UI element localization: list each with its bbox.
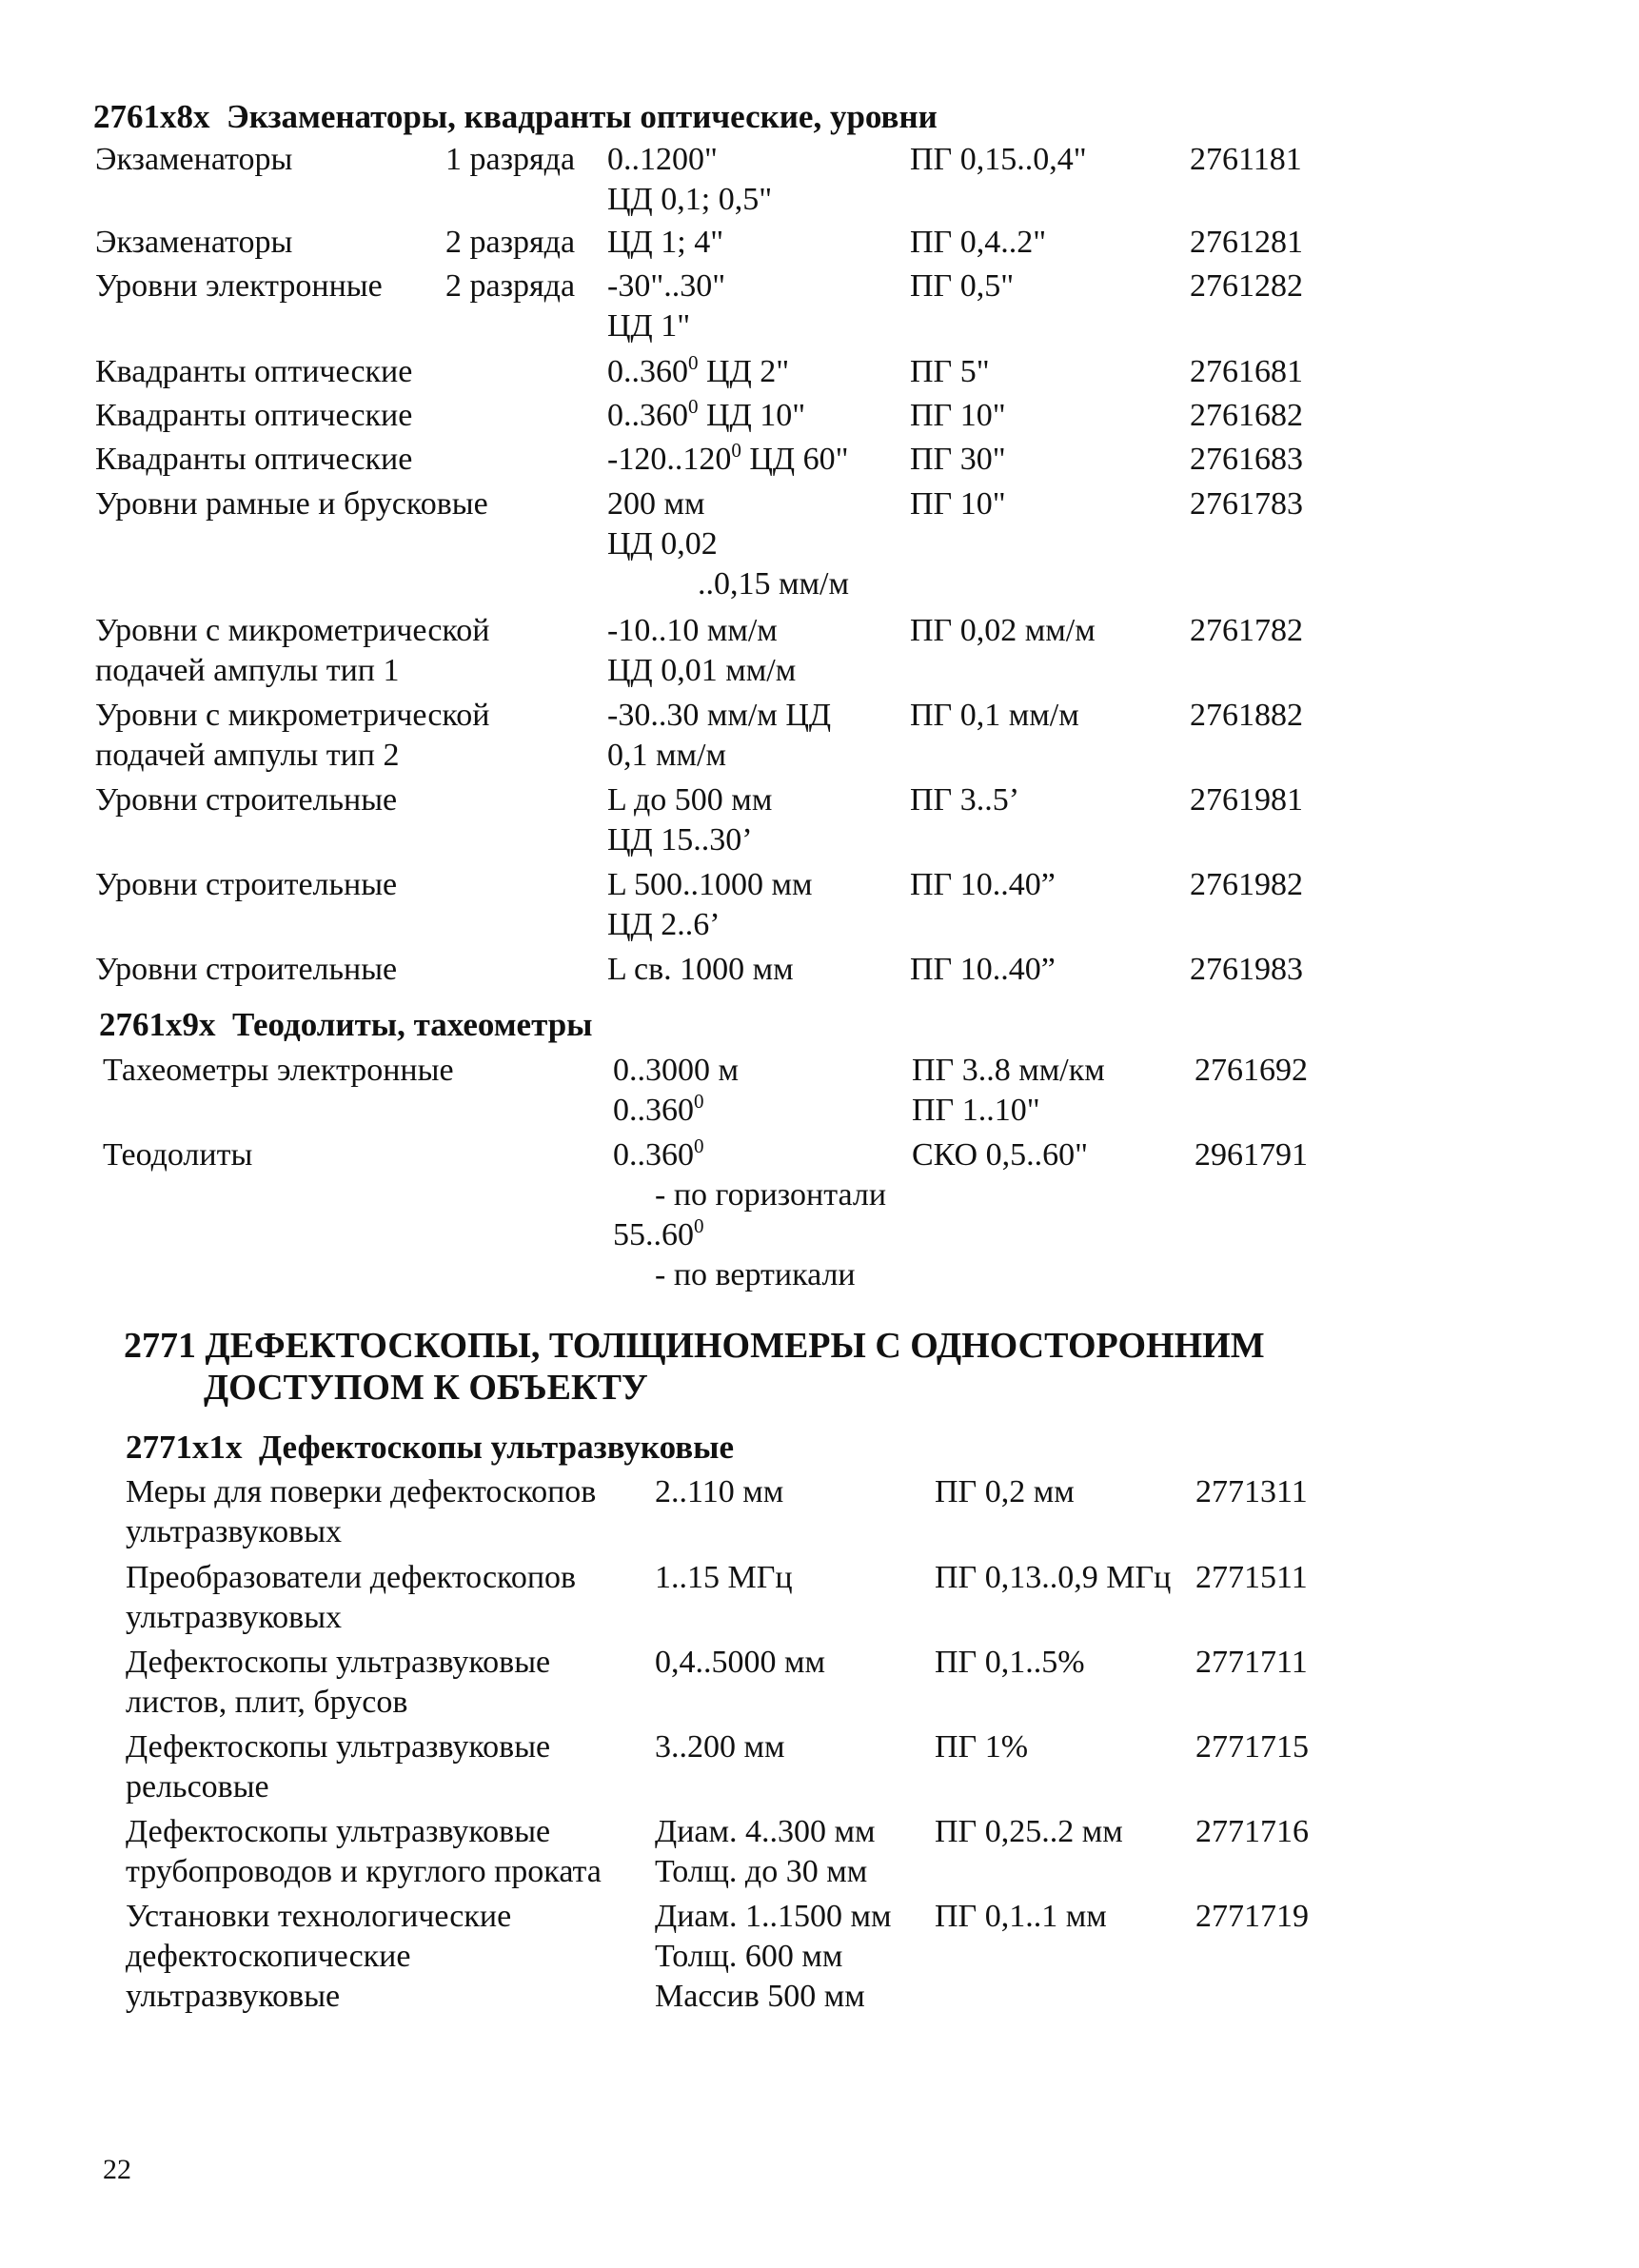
item-accuracy: СКО 0,5..60" xyxy=(912,1137,1088,1173)
item-name: Уровни электронные xyxy=(95,268,383,304)
item-accuracy: ПГ 5" xyxy=(910,354,990,389)
item-accuracy: ПГ 0,15..0,4" xyxy=(910,142,1087,177)
item-accuracy: ПГ 10..40” xyxy=(910,952,1056,987)
chapter-code: 2771 xyxy=(124,1326,206,1366)
item-code: 2761783 xyxy=(1190,486,1303,522)
item-range: 0..360$^0$ xyxy=(613,1134,704,1173)
item-name: Преобразователи дефектоскопов xyxy=(126,1560,577,1595)
item-code: 2761983 xyxy=(1190,952,1303,987)
item-range: Толщ. 600 мм xyxy=(655,1939,843,1974)
item-accuracy: ПГ 0,2 мм xyxy=(935,1474,1075,1509)
item-range: 0..360$^0$ xyxy=(613,1089,704,1128)
item-range: ЦД 1; 4" xyxy=(607,225,724,260)
chapter-title-line1: ДЕФЕКТОСКОПЫ, ТОЛЩИНОМЕРЫ С ОДНОСТОРОННИМ xyxy=(205,1326,1265,1366)
section-heading xyxy=(93,97,938,137)
item-accuracy: ПГ 10" xyxy=(910,398,1006,433)
item-grade: 2 разряда xyxy=(445,268,576,304)
item-name: дефектоскопические xyxy=(126,1939,411,1974)
item-range: ЦД 2..6’ xyxy=(607,907,721,942)
item-code: 2771311 xyxy=(1195,1474,1308,1509)
item-name: Квадранты оптические xyxy=(95,442,413,477)
item-name: Уровни с микрометрической xyxy=(95,613,490,648)
section-heading xyxy=(126,1428,734,1468)
item-name: Теодолиты xyxy=(103,1137,253,1173)
item-name: Дефектоскопы ультразвуковые xyxy=(126,1729,551,1765)
item-accuracy: ПГ 0,02 мм/м xyxy=(910,613,1096,648)
item-name: ультразвуковых xyxy=(126,1600,343,1635)
item-name: Меры для поверки дефектоскопов xyxy=(126,1474,597,1509)
page-number: 22 xyxy=(103,2154,131,2185)
item-code: 2761281 xyxy=(1190,225,1303,260)
item-accuracy: ПГ 0,1..1 мм xyxy=(935,1899,1107,1934)
item-name: Экзаменаторы xyxy=(95,142,293,177)
section-title: Экзаменаторы, квадранты оптические, уровни xyxy=(227,98,938,135)
chapter-heading xyxy=(124,1325,1265,1367)
item-range: 2..110 мм xyxy=(655,1474,784,1509)
chapter-title-line2: ДОСТУПОМ К ОБЪЕКТУ xyxy=(204,1368,648,1408)
item-range: - по горизонтали xyxy=(655,1177,887,1213)
item-name: листов, плит, брусов xyxy=(126,1685,408,1720)
item-range: 0,1 мм/м xyxy=(607,738,726,773)
item-code: 2761981 xyxy=(1190,782,1303,818)
item-accuracy: ПГ 0,4..2" xyxy=(910,225,1047,260)
item-code: 2771715 xyxy=(1195,1729,1309,1765)
item-code: 2771719 xyxy=(1195,1899,1309,1934)
item-range: ЦД 0,1; 0,5" xyxy=(607,182,773,217)
section-code: 2771х1х xyxy=(126,1429,243,1466)
item-range: ЦД 1" xyxy=(607,308,691,344)
item-accuracy: ПГ 1% xyxy=(935,1729,1029,1765)
item-range: 0..360$^0$ ЦД 10" xyxy=(607,394,806,433)
item-code: 2761282 xyxy=(1190,268,1303,304)
section-heading xyxy=(99,1005,593,1045)
item-range: 0,4..5000 мм xyxy=(655,1645,826,1680)
item-accuracy: ПГ 3..8 мм/км xyxy=(912,1053,1105,1088)
item-range: ЦД 15..30’ xyxy=(607,822,753,858)
item-name: подачей ампулы тип 1 xyxy=(95,653,400,688)
item-name: Уровни строительные xyxy=(95,952,398,987)
item-range: -10..10 мм/м xyxy=(607,613,778,648)
item-name: Уровни строительные xyxy=(95,867,398,902)
item-code: 2761181 xyxy=(1190,142,1302,177)
section-code: 2761х9х xyxy=(99,1006,216,1043)
item-range: -30..30 мм/м ЦД xyxy=(607,698,832,733)
item-range: 3..200 мм xyxy=(655,1729,785,1765)
item-code: 2761683 xyxy=(1190,442,1303,477)
item-code: 2761782 xyxy=(1190,613,1303,648)
item-name: Дефектоскопы ультразвуковые xyxy=(126,1814,551,1849)
item-name: ультразвуковых xyxy=(126,1514,343,1549)
item-code: 2761882 xyxy=(1190,698,1303,733)
item-code: 2761692 xyxy=(1195,1053,1308,1088)
item-range: 0..3000 м xyxy=(613,1053,740,1088)
item-code: 2771716 xyxy=(1195,1814,1309,1849)
item-range: L до 500 мм xyxy=(607,782,773,818)
item-range: 1..15 МГц xyxy=(655,1560,793,1595)
item-name: рельсовые xyxy=(126,1769,269,1805)
item-accuracy: ПГ 30" xyxy=(910,442,1006,477)
item-grade: 2 разряда xyxy=(445,225,576,260)
item-range: ЦД 0,01 мм/м xyxy=(607,653,797,688)
item-range: ЦД 0,02 xyxy=(607,526,718,562)
item-accuracy: ПГ 1..10" xyxy=(912,1093,1040,1128)
item-accuracy: ПГ 0,5" xyxy=(910,268,1015,304)
item-range: -30"..30" xyxy=(607,268,726,304)
item-accuracy: ПГ 10" xyxy=(910,486,1006,522)
section-title: Дефектоскопы ультразвуковые xyxy=(259,1429,734,1466)
item-range: 55..60$^0$ xyxy=(613,1213,704,1252)
item-name: Квадранты оптические xyxy=(95,398,413,433)
item-range: Диам. 1..1500 мм xyxy=(655,1899,892,1934)
item-name: Установки технологические xyxy=(126,1899,512,1934)
item-range: ..0,15 мм/м xyxy=(698,566,849,602)
item-range: Толщ. до 30 мм xyxy=(655,1854,868,1889)
item-name: Экзаменаторы xyxy=(95,225,293,260)
item-accuracy: ПГ 0,1..5% xyxy=(935,1645,1085,1680)
item-range: -120..120$^0$ ЦД 60" xyxy=(607,438,849,477)
item-code: 2761681 xyxy=(1190,354,1303,389)
item-name: Дефектоскопы ультразвуковые xyxy=(126,1645,551,1680)
item-range: 0..360$^0$ ЦД 2" xyxy=(607,350,790,389)
item-grade: 1 разряда xyxy=(445,142,576,177)
item-name: Уровни с микрометрической xyxy=(95,698,490,733)
item-accuracy: ПГ 0,1 мм/м xyxy=(910,698,1079,733)
item-range: L св. 1000 мм xyxy=(607,952,794,987)
item-code: 2961791 xyxy=(1195,1137,1308,1173)
section-code: 2761х8х xyxy=(93,98,210,135)
item-range: - по вертикали xyxy=(655,1257,856,1292)
item-code: 2771511 xyxy=(1195,1560,1308,1595)
item-name: Уровни строительные xyxy=(95,782,398,818)
item-name: трубопроводов и круглого проката xyxy=(126,1854,602,1889)
item-name: ультразвуковые xyxy=(126,1979,341,2014)
item-range: Диам. 4..300 мм xyxy=(655,1814,876,1849)
item-accuracy: ПГ 3..5’ xyxy=(910,782,1020,818)
section-title: Теодолиты, тахеометры xyxy=(232,1006,593,1043)
item-range: 200 мм xyxy=(607,486,705,522)
item-accuracy: ПГ 10..40” xyxy=(910,867,1056,902)
item-range: L 500..1000 мм xyxy=(607,867,813,902)
item-accuracy: ПГ 0,25..2 мм xyxy=(935,1814,1123,1849)
item-code: 2761682 xyxy=(1190,398,1303,433)
item-accuracy: ПГ 0,13..0,9 МГц xyxy=(935,1560,1172,1595)
item-code: 2761982 xyxy=(1190,867,1303,902)
item-name: Уровни рамные и брусковые xyxy=(95,486,488,522)
item-range: 0..1200" xyxy=(607,142,718,177)
item-name: подачей ампулы тип 2 xyxy=(95,738,400,773)
item-name: Тахеометры электронные xyxy=(103,1053,454,1088)
item-name: Квадранты оптические xyxy=(95,354,413,389)
item-range: Массив 500 мм xyxy=(655,1979,865,2014)
item-code: 2771711 xyxy=(1195,1645,1308,1680)
